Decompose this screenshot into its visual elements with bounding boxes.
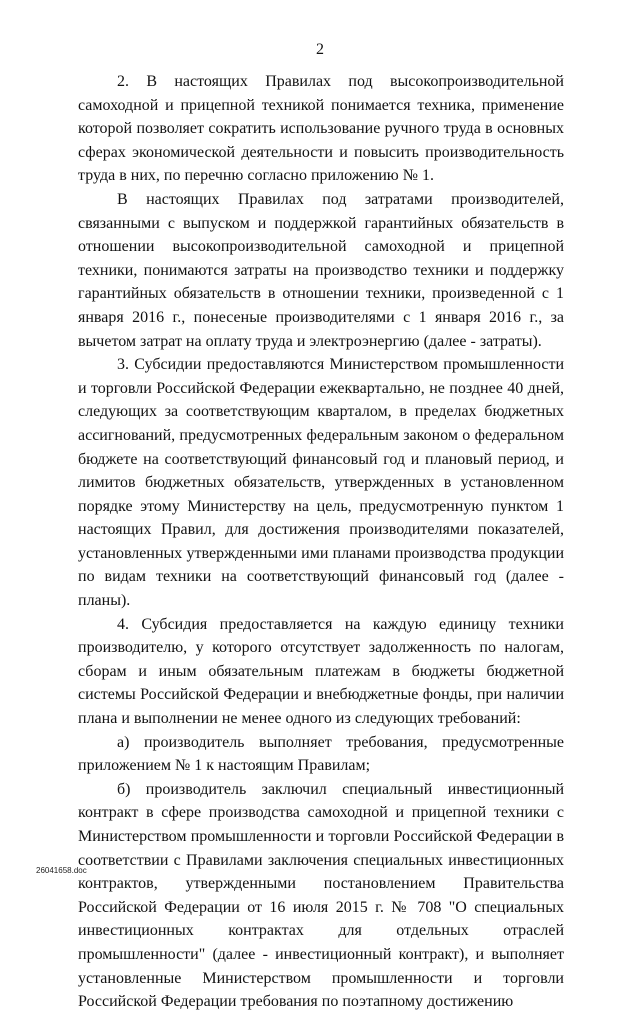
paragraph-3-subsidies: 3. Субсидии предоставляются Министерством промышленности и торговли Российской Федерации ежеквартально, не позднее 40 дней, следующих за соответствующим кварталом, в пределах бюджетных ассигнований, предусмотренных федеральным законом о федеральном бюджете на соответствующий финансовый год и плановый период, и лимитов бюджетных обязательств, утвержденных в установленном порядке этому Министерству на цель, предусмотренную пунктом 1 настоящих Правил, для достижения производителями показателей, установленных утвержденными ими планами производства продукции по видам техники на соответствующий финансовый год (далее - планы). [78,356,564,610]
paragraph-2-definition-technique: 2. В настоящих Правилах под высокопроизводительной самоходной и прицепной техникой понимается техника, применение которой позволяет сократить использование ручного труда в основных сферах экономической деятельности и повысить производительность труда в них, по перечню согласно приложению № 1. [78,73,564,185]
document-body [78,70,564,1014]
paragraph-4-subsidy-conditions: 4. Субсидия предоставляется на каждую единицу техники производителю, у которого отсутствует задолженность по налогам, сборам и иным обязательным платежам в бюджеты бюджетной системы Российской Федерации и внебюджетные фонды, при наличии плана и выполнении не менее одного из следующих требований: [78,615,564,728]
paragraph-costs-definition: В настоящих Правилах под затратами производителей, связанными с выпуском и поддержкой гарантийных обязательств в отношении высокопроизводительной самоходной и прицепной техники, понимаются затраты на производство техники и поддержку гарантийных обязательств в отношении техники, произведенной с 1 января 2016 г., понесеные производителями с 1 января 2016 г., за вычетом затрат на оплату труда и электроэнергию (далее - затраты). [78,190,564,350]
paragraph-item-b: б) производитель заключил специальный инвестиционный контракт в сфере производства самоходной и прицепной техники с Министерством промышленности и торговли Российской Федерации в соответствии с Правилами заключения специальных инвестиционных контрактов, утвержденными постановлением Правительства Российской Федерации от 16 июля 2015 г. № 708 "О специальных инвестиционных контрактах для отдельных отраслей промышленности" (далее - инвестиционный контракт), и выполняет установленные Министерством промышленности и торговли Российской Федерации требования по поэтапному достижению [78,780,564,1011]
paragraph-item-a: а) производитель выполняет требования, предусмотренные приложением № 1 к настоящим Правилам; [78,733,564,775]
page-number: 2 [316,41,324,58]
footer-doc-id: 26041658.doc [36,866,87,875]
